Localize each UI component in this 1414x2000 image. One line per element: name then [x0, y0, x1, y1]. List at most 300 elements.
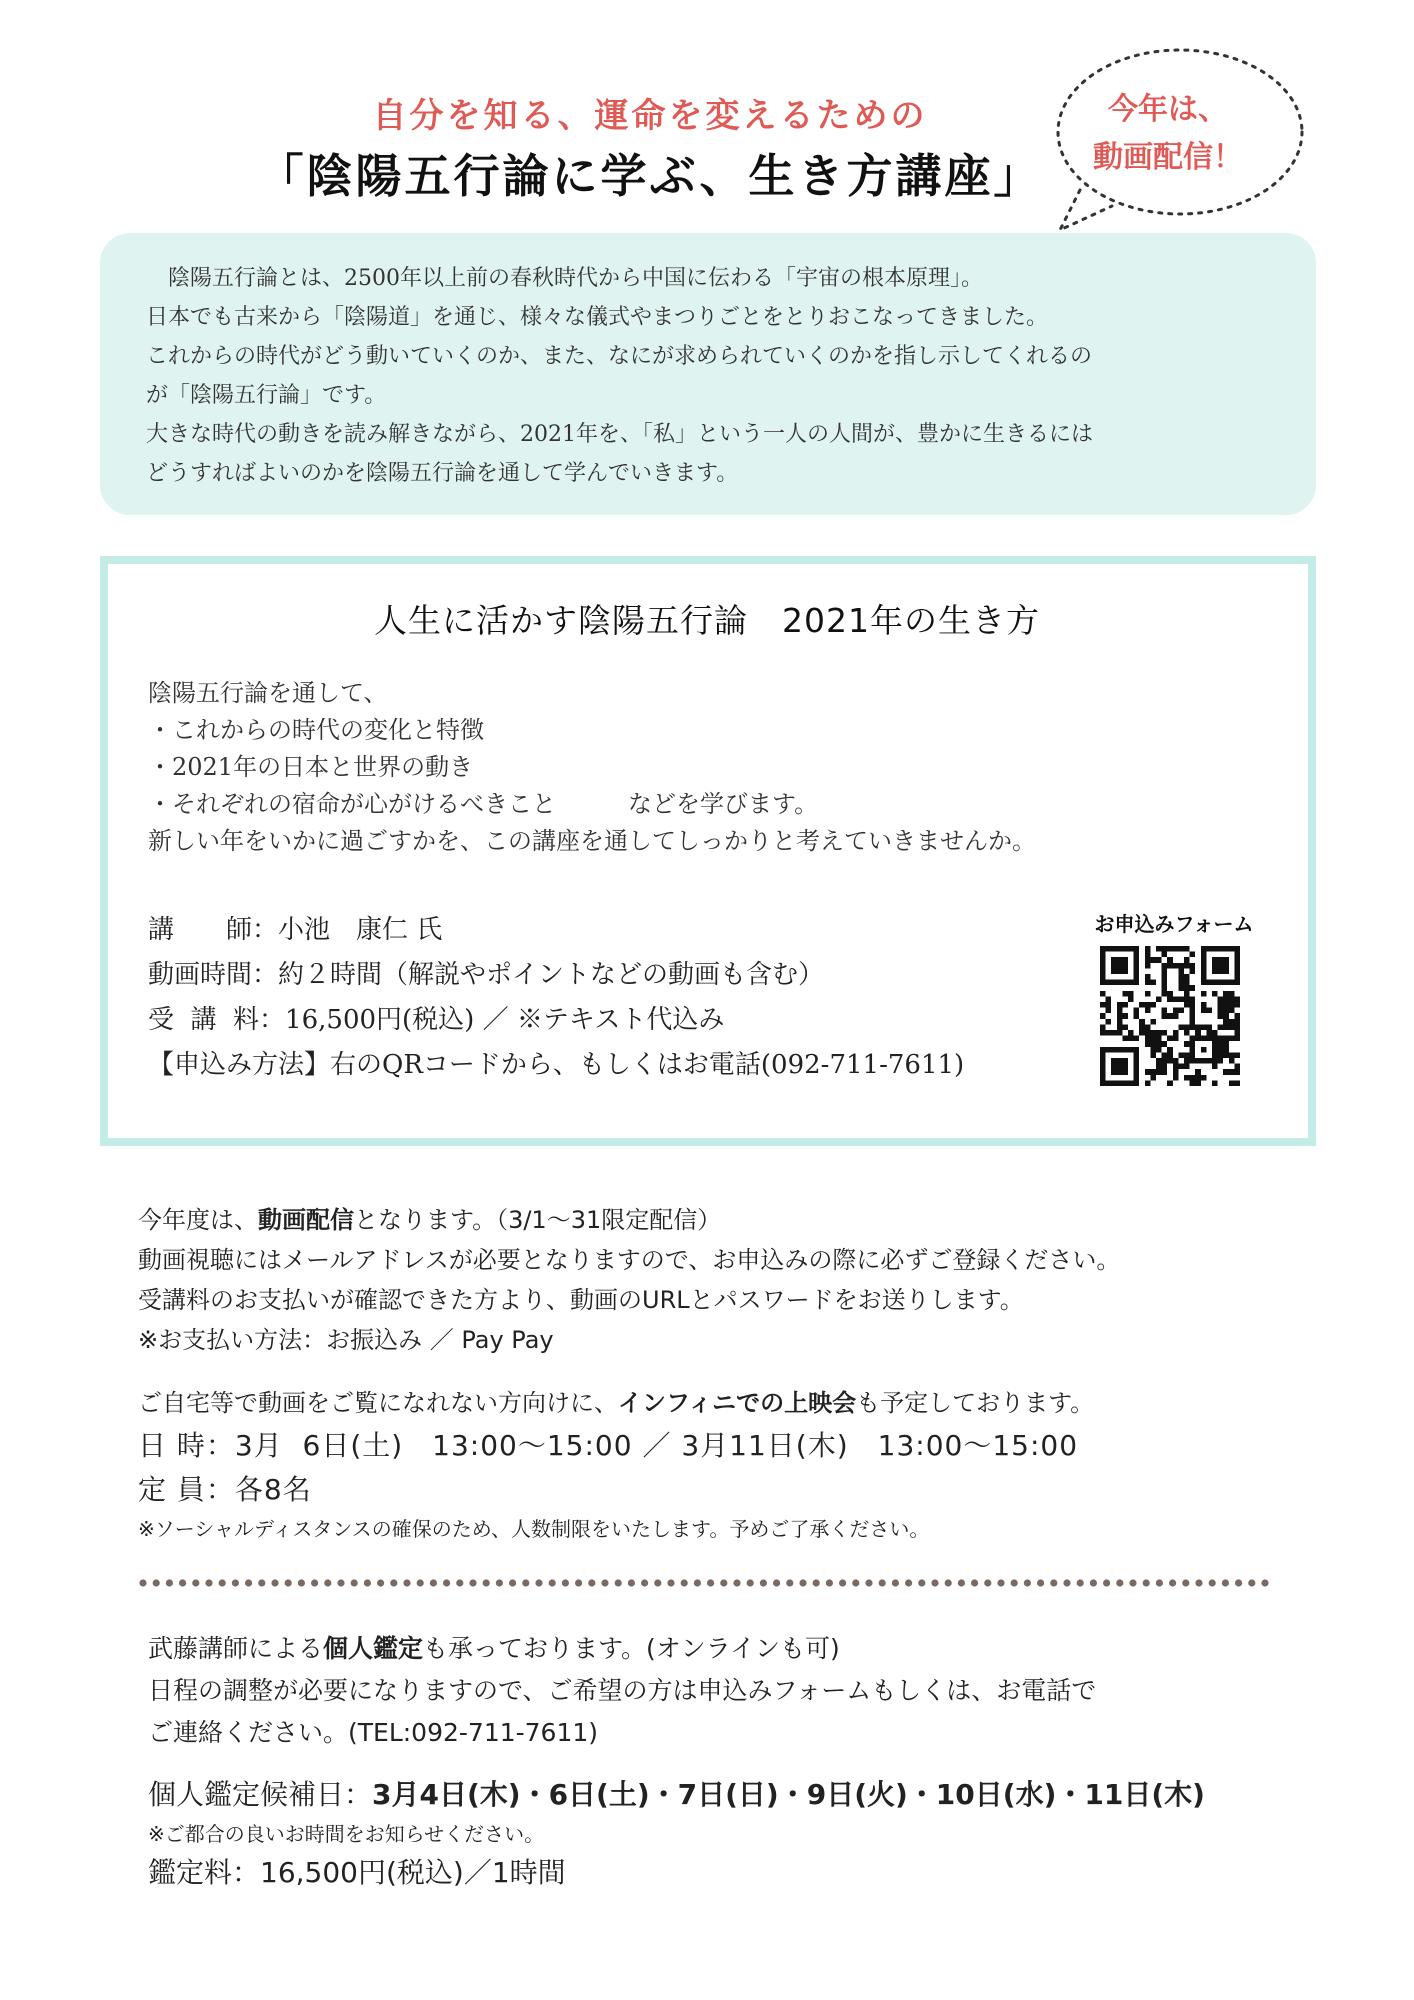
qr-module [1223, 1052, 1229, 1058]
divider-dot [1129, 1579, 1136, 1586]
qr-module [1122, 1036, 1128, 1042]
divider-dot [205, 1579, 212, 1586]
qr-module [1106, 1030, 1112, 1036]
divider-dot [245, 1579, 252, 1586]
qr-module [1234, 1080, 1240, 1086]
divider-dot [892, 1579, 899, 1586]
divider-dot [1103, 1579, 1110, 1586]
qr-module [1229, 1058, 1235, 1064]
divider-dot [707, 1579, 714, 1586]
qr-module [1162, 963, 1168, 969]
qr-module [1223, 1047, 1229, 1053]
qr-module [1162, 1008, 1168, 1014]
streaming-line-3: 受講料のお支払いが確認できた方より、動画のURLとパスワードをお送りします。 [138, 1286, 1024, 1314]
qr-module [1178, 968, 1184, 974]
qr-module [1229, 996, 1235, 1002]
divider-dot [166, 1579, 173, 1586]
divider-dot [945, 1579, 952, 1586]
qr-module [1128, 1030, 1134, 1036]
qr-module [1201, 991, 1207, 997]
detail-instructor: 講 師：小池 康仁 氏 [148, 915, 443, 945]
divider-dot [232, 1579, 239, 1586]
divider-dot [588, 1579, 595, 1586]
divider-dot [192, 1579, 199, 1586]
qr-module [1156, 1064, 1162, 1070]
divider-dot [1156, 1579, 1163, 1586]
qr-module [1162, 1069, 1168, 1075]
qr-module [1111, 1030, 1117, 1036]
qr-module [1178, 996, 1184, 1002]
divider-dot [641, 1579, 648, 1586]
course-line: ・これからの時代の変化と特徴 [148, 716, 484, 744]
screening-schedule: 日 時：3月 6日(土) 13:00～15:00 ／ 3月11日(木) 13:00～15:00 [138, 1429, 1079, 1462]
qr-module [1106, 1002, 1112, 1008]
qr-module [1195, 1069, 1201, 1075]
qr-module [1122, 1024, 1128, 1030]
qr-module [1212, 991, 1218, 997]
qr-module [1223, 1019, 1229, 1025]
qr-module [1234, 1024, 1240, 1030]
qr-module [1190, 1080, 1196, 1086]
qr-module [1145, 1002, 1151, 1008]
qr-module [1117, 1019, 1123, 1025]
divider-dot [575, 1579, 582, 1586]
divider-dot [931, 1579, 938, 1586]
qr-module [1206, 1024, 1212, 1030]
qr-module [1212, 1080, 1218, 1086]
kantei-fee: 鑑定料：16,500円(税込)／1時間 [148, 1856, 566, 1889]
qr-module [1195, 1030, 1201, 1036]
qr-module [1139, 1024, 1145, 1030]
qr-module [1162, 952, 1168, 958]
qr-module [1229, 1052, 1235, 1058]
qr-module [1223, 996, 1229, 1002]
qr-module [1167, 946, 1173, 952]
qr-module [1190, 968, 1196, 974]
qr-module [1173, 1058, 1179, 1064]
qr-module [1190, 1075, 1196, 1081]
divider-dot [377, 1579, 384, 1586]
qr-module [1122, 1002, 1128, 1008]
qr-module [1145, 1008, 1151, 1014]
course-description [148, 675, 1036, 860]
text: も予定しております。 [856, 1389, 1095, 1417]
course-line: 陰陽五行論を通して、 [148, 679, 388, 707]
divider-dot [1169, 1579, 1176, 1586]
divider-dot [984, 1579, 991, 1586]
qr-module [1178, 1024, 1184, 1030]
qr-module [1100, 1030, 1106, 1036]
qr-module [1218, 1024, 1224, 1030]
text: ご自宅等で動画をご覧になれない方向けに、 [138, 1389, 618, 1417]
qr-module [1173, 963, 1179, 969]
qr-module [1167, 1058, 1173, 1064]
page-title: 「陰陽五行論に学ぶ、生き方講座」 [257, 149, 1043, 203]
course-title: 人生に活かす陰陽五行論 2021年の生き方 [374, 601, 1040, 640]
qr-finder [1111, 957, 1128, 974]
qr-module [1145, 974, 1151, 980]
course-line: ・それぞれの宿命が心がけるべきこと などを学びます。 [148, 790, 819, 818]
screening-line-1 [138, 1382, 1094, 1424]
qr-module [1190, 952, 1196, 958]
kantei-line-2: 日程の調整が必要になりますので、ご希望の方は申込みフォームもしくは、お電話で [148, 1676, 1097, 1705]
bubble-line-2: 動画配信！ [1093, 140, 1243, 175]
emphasis: 動画配信 [258, 1206, 354, 1234]
qr-module [1162, 974, 1168, 980]
qr-code[interactable] [1100, 946, 1240, 1086]
emphasis: 個人鑑定 [323, 1634, 424, 1663]
divider-dot [403, 1579, 410, 1586]
divider-dot [1143, 1579, 1150, 1586]
divider-dot [219, 1579, 226, 1586]
divider-dot [1195, 1579, 1202, 1586]
qr-module [1156, 957, 1162, 963]
screening-note: ※ソーシャルディスタンスの確保のため、人数制限をいたします。予めご了承ください。 [138, 1517, 930, 1541]
divider-dot [799, 1579, 806, 1586]
qr-module [1234, 1030, 1240, 1036]
qr-module [1234, 1052, 1240, 1058]
qr-module [1167, 991, 1173, 997]
qr-module [1134, 1036, 1140, 1042]
qr-module [1173, 946, 1179, 952]
qr-module [1229, 1080, 1235, 1086]
qr-module [1150, 1069, 1156, 1075]
intro-line: どうすればよいのかを陰陽五行論を通して学んでいきます。 [146, 461, 739, 486]
qr-module [1145, 1024, 1151, 1030]
qr-module [1134, 1013, 1140, 1019]
qr-finder [1212, 957, 1229, 974]
divider-dot [1235, 1579, 1242, 1586]
screening-info [138, 1382, 1094, 1546]
qr-module [1223, 1036, 1229, 1042]
streaming-line-1 [138, 1200, 1120, 1240]
divider-dot [733, 1579, 740, 1586]
qr-module [1212, 1064, 1218, 1070]
divider-dot [364, 1579, 371, 1586]
qr-module [1218, 1002, 1224, 1008]
qr-module [1128, 1036, 1134, 1042]
course-details [148, 908, 964, 1088]
qr-module [1190, 996, 1196, 1002]
divider-dot [1209, 1579, 1216, 1586]
qr-module [1145, 952, 1151, 958]
qr-module [1184, 1041, 1190, 1047]
qr-module [1145, 980, 1151, 986]
qr-module [1106, 996, 1112, 1002]
qr-module [1150, 1030, 1156, 1036]
divider-dot [469, 1579, 476, 1586]
screening-capacity: 定 員：各8名 [138, 1473, 312, 1506]
divider-dot [390, 1579, 397, 1586]
bubble-text [1068, 86, 1268, 182]
divider-dot [1116, 1579, 1123, 1586]
qr-module [1223, 991, 1229, 997]
qr-module [1178, 985, 1184, 991]
qr-finder [1111, 1058, 1128, 1075]
qr-module [1145, 1080, 1151, 1086]
divider-dot [509, 1579, 516, 1586]
qr-module [1173, 1013, 1179, 1019]
qr-module [1150, 1041, 1156, 1047]
qr-module [1128, 991, 1134, 997]
divider-dot [311, 1579, 318, 1586]
qr-module [1184, 1058, 1190, 1064]
divider-dot [786, 1579, 793, 1586]
qr-module [1190, 1008, 1196, 1014]
qr-module [1178, 1052, 1184, 1058]
qr-module [1173, 996, 1179, 1002]
divider-dot [747, 1579, 754, 1586]
qr-module [1184, 974, 1190, 980]
divider-dot [628, 1579, 635, 1586]
qr-module [1234, 1036, 1240, 1042]
qr-module [1162, 985, 1168, 991]
qr-module [1195, 1080, 1201, 1086]
qr-module [1128, 996, 1134, 1002]
divider-dot [443, 1579, 450, 1586]
qr-module [1167, 1013, 1173, 1019]
divider-dot [852, 1579, 859, 1586]
qr-module [1162, 1052, 1168, 1058]
qr-module [1145, 1041, 1151, 1047]
qr-module [1173, 1064, 1179, 1070]
divider-dot [958, 1579, 965, 1586]
qr-module [1173, 1075, 1179, 1081]
qr-module [1145, 991, 1151, 997]
qr-module [1184, 996, 1190, 1002]
intro-line: これからの時代がどう動いていくのか、また、なにが求められていくのかを指し示してくれるの [146, 344, 1093, 369]
qr-module [1229, 1036, 1235, 1042]
qr-module [1184, 1064, 1190, 1070]
qr-module [1167, 996, 1173, 1002]
qr-module [1145, 1030, 1151, 1036]
qr-module [1150, 1075, 1156, 1081]
qr-module [1178, 946, 1184, 952]
qr-module [1117, 1024, 1123, 1030]
qr-module [1167, 1080, 1173, 1086]
qr-module [1139, 1019, 1145, 1025]
qr-module [1117, 1008, 1123, 1014]
qr-module [1150, 1052, 1156, 1058]
qr-module [1229, 1024, 1235, 1030]
qr-module [1167, 963, 1173, 969]
divider-dot [1090, 1579, 1097, 1586]
qr-module [1184, 991, 1190, 997]
divider-dot [1024, 1579, 1031, 1586]
payment-method: ※お支払い方法：お振込み ／ Pay Pay [138, 1326, 554, 1354]
qr-module [1201, 1002, 1207, 1008]
qr-module [1167, 1047, 1173, 1053]
divider-dot [720, 1579, 727, 1586]
detail-duration: 動画時間：約２時間（解説やポイントなどの動画も含む） [148, 960, 825, 990]
intro-line: 日本でも古来から「陰陽道」を通じ、様々な儀式やまつりごとをとりおこなってきました。 [146, 305, 1049, 330]
qr-module [1234, 1069, 1240, 1075]
qr-module [1106, 1008, 1112, 1014]
qr-module [1184, 1075, 1190, 1081]
course-line: 新しい年をいかに過ごすかを、この講座を通してしっかりと考えていきませんか。 [148, 827, 1036, 855]
qr-module [1117, 1002, 1123, 1008]
divider-dot [601, 1579, 608, 1586]
qr-module [1201, 1024, 1207, 1030]
qr-module [1218, 1041, 1224, 1047]
divider-dot [1222, 1579, 1229, 1586]
qr-module [1156, 1047, 1162, 1053]
qr-module [1234, 1019, 1240, 1025]
divider-dot [1261, 1579, 1268, 1586]
qr-module [1139, 1002, 1145, 1008]
divider-dot [351, 1579, 358, 1586]
qr-module [1229, 991, 1235, 997]
qr-module [1145, 957, 1151, 963]
divider-dot [298, 1579, 305, 1586]
qr-module [1122, 1013, 1128, 1019]
qr-module [1145, 1069, 1151, 1075]
divider-dot [549, 1579, 556, 1586]
qr-module [1156, 1030, 1162, 1036]
qr-module [1229, 1008, 1235, 1014]
divider-dot [971, 1579, 978, 1586]
qr-module [1218, 1058, 1224, 1064]
page-subtitle: 自分を知る、運命を変えるための [372, 96, 928, 136]
qr-module [1184, 1002, 1190, 1008]
qr-module [1223, 1013, 1229, 1019]
dotted-divider [138, 1578, 1278, 1588]
divider-dot [681, 1579, 688, 1586]
qr-module [1167, 1036, 1173, 1042]
qr-module [1162, 991, 1168, 997]
qr-module [1201, 1008, 1207, 1014]
divider-dot [826, 1579, 833, 1586]
qr-module [1150, 1047, 1156, 1053]
qr-module [1206, 1030, 1212, 1036]
divider-dot [1248, 1579, 1255, 1586]
qr-module [1178, 963, 1184, 969]
text: 武藤講師による [148, 1634, 324, 1663]
divider-dot [483, 1579, 490, 1586]
qr-module [1184, 1030, 1190, 1036]
qr-module [1195, 1024, 1201, 1030]
divider-dot [1077, 1579, 1084, 1586]
qr-module [1190, 985, 1196, 991]
divider-dot [430, 1579, 437, 1586]
qr-module [1173, 1069, 1179, 1075]
divider-dot [760, 1579, 767, 1586]
qr-module [1156, 1069, 1162, 1075]
qr-module [1184, 946, 1190, 952]
qr-module [1145, 1036, 1151, 1042]
divider-dot [654, 1579, 661, 1586]
qr-module [1190, 1013, 1196, 1019]
qr-module [1190, 1024, 1196, 1030]
qr-module [1167, 957, 1173, 963]
detail-apply: 【申込み方法】右のQRコードから、もしくはお電話(092-711-7611) [148, 1050, 965, 1080]
qr-module [1145, 963, 1151, 969]
qr-module [1223, 1024, 1229, 1030]
kantei-dates [148, 1772, 1205, 1818]
qr-module [1178, 980, 1184, 986]
kantei-schedule [148, 1772, 1205, 1896]
divider-dot [839, 1579, 846, 1586]
intro-box [100, 233, 1316, 515]
divider-dot [456, 1579, 463, 1586]
qr-module [1229, 1069, 1235, 1075]
divider-dot [997, 1579, 1004, 1586]
divider-dot [1037, 1579, 1044, 1586]
qr-module [1223, 1041, 1229, 1047]
divider-dot [1063, 1579, 1070, 1586]
bubble-line-1: 今年は、 [1108, 92, 1228, 127]
qr-module [1156, 996, 1162, 1002]
divider-dot [1011, 1579, 1018, 1586]
kantei-line-1 [148, 1628, 1096, 1670]
divider-dot [879, 1579, 886, 1586]
qr-module [1201, 1075, 1207, 1081]
qr-module [1206, 1008, 1212, 1014]
divider-dot [285, 1579, 292, 1586]
qr-module [1162, 1041, 1168, 1047]
qr-module [1184, 957, 1190, 963]
divider-dot [139, 1579, 146, 1586]
qr-module [1162, 946, 1168, 952]
qr-module [1190, 1002, 1196, 1008]
divider-dot [615, 1579, 622, 1586]
qr-module [1234, 1013, 1240, 1019]
qr-module [1184, 985, 1190, 991]
qr-module [1162, 1030, 1168, 1036]
divider-dot [918, 1579, 925, 1586]
qr-module [1190, 1019, 1196, 1025]
qr-module [1162, 1013, 1168, 1019]
qr-module [1162, 1064, 1168, 1070]
qr-module [1184, 1024, 1190, 1030]
divider-dot [324, 1579, 331, 1586]
qr-module [1162, 968, 1168, 974]
intro-line: が「陰陽五行論」です。 [146, 383, 387, 408]
qr-label: お申込みフォーム [1094, 912, 1254, 936]
qr-module [1229, 1019, 1235, 1025]
qr-module [1218, 1052, 1224, 1058]
qr-module [1117, 1013, 1123, 1019]
divider-dot [1182, 1579, 1189, 1586]
qr-module [1145, 946, 1151, 952]
divider-dot [179, 1579, 186, 1586]
qr-module [1150, 1036, 1156, 1042]
divider-dot [905, 1579, 912, 1586]
qr-module [1184, 980, 1190, 986]
divider-dot [1050, 1579, 1057, 1586]
text: も承っております。(オンラインも可) [423, 1634, 840, 1663]
streaming-info [138, 1200, 1120, 1360]
qr-module [1178, 974, 1184, 980]
divider-dot [337, 1579, 344, 1586]
qr-module [1162, 1058, 1168, 1064]
divider-dot [667, 1579, 674, 1586]
qr-module [1218, 1036, 1224, 1042]
divider-dot [694, 1579, 701, 1586]
divider-dot [562, 1579, 569, 1586]
divider-dot [813, 1579, 820, 1586]
qr-module [1184, 1052, 1190, 1058]
qr-module [1218, 996, 1224, 1002]
qr-module [1150, 1002, 1156, 1008]
qr-module [1223, 1008, 1229, 1014]
qr-module [1178, 1064, 1184, 1070]
qr-module [1150, 980, 1156, 986]
qr-module [1223, 1069, 1229, 1075]
divider-dot [496, 1579, 503, 1586]
qr-module [1106, 1019, 1112, 1025]
text: 今年度は、 [138, 1206, 258, 1234]
